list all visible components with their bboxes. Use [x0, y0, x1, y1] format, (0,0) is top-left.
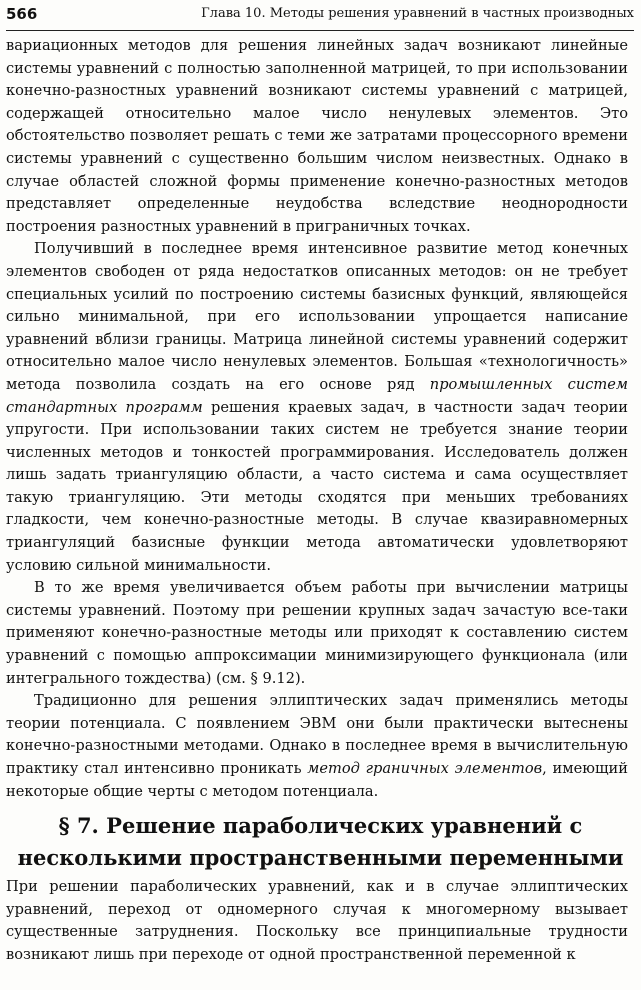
emphasized-term: промышленных систем стандартных программ [6, 375, 628, 416]
section-text [6, 876, 628, 966]
paragraph [6, 876, 628, 966]
section-heading [0, 810, 641, 874]
emphasized-term: метод граничных элементов [307, 760, 543, 777]
paragraph [6, 690, 628, 803]
page-header [6, 2, 634, 31]
paragraph [6, 577, 628, 690]
main-text [6, 35, 628, 803]
paragraph-text: вариационных методов для решения линейных задач возникают линейные системы уравнений с полностью заполненной матрицей, то при использовании конечно-разностных уравнений возникают системы уравнений с матрицей, содержащей относительно малое число ненулевых элементов. Это обстоятельство позволяет решать с теми же затратами процессорного времени системы уравнений с существенно большим числом неизвестных. Однако в случае областей сложной формы применение конечно-разностных методов представляет определенные неудобства вследствие неоднородности построения разностных уравнений в приграничных точках. [6, 37, 628, 235]
paragraph-text: В то же время увеличивается объем работы при вычислении матрицы системы уравнений. Поэтому при решении крупных задач зачастую все-таки применяют конечно-разностные методы или приходят к составлению систем уравнений с помощью аппроксимации минимизирующего функционала (или интегрального тождества) (см. § 9.12). [6, 579, 628, 687]
paragraph [6, 238, 628, 577]
paragraph-text: При решении параболических уравнений, как и в случае эллиптических уравнений, переход от одномерного случая к многомерному вызывает существенные затруднения. Поскольку все принципиальные трудности возникают лишь при переходе от одной пространственной переменной к [6, 878, 628, 963]
paragraph-text: Традиционно для решения эллиптических задач применялись методы теории потенциала. С появлением ЭВМ они были практически вытеснены конечно-разностными методами. Однако в последнее время в вычислительную практику стал интенсивно проникать [6, 692, 628, 777]
section-heading-line: § 7. Решение параболических уравнений с [58, 813, 583, 838]
section-heading-line: несколькими пространственными переменными [17, 845, 624, 870]
paragraph [6, 35, 628, 238]
paragraph-text: , имеющий некоторые общие черты с методом потенциала. [6, 760, 628, 800]
running-head: Глава 10. Методы решения уравнений в частных производных [201, 6, 634, 21]
paragraph-text: решения краевых задач, в частности задач теории упругости. При использовании таких систем не требуется знание теории численных методов и тонкостей программирования. Исследователь должен лишь задать триангуляцию области, а часто система и сама осуществляет такую триангуляцию. Эти методы сходятся при меньших требованиях гладкости, чем конечно-разностные методы. В случае квазиравномерных триангуляций базисные функции метода автоматически удовлетворяют условию сильной минимальности. [6, 398, 628, 574]
page-number: 566 [6, 5, 38, 23]
paragraph-text: Получивший в последнее время интенсивное развитие метод конечных элементов свободен от ряда недостатков описанных методов: он не требует специальных усилий по построению системы базисных функций, являющейся сильно минимальной, при его использовании упрощается написание уравнений вблизи границы. Матрица линейной системы уравнений содержит относительно малое число ненулевых элементов. Большая «технологичность» метода позволила создать на его основе ряд [6, 240, 628, 393]
